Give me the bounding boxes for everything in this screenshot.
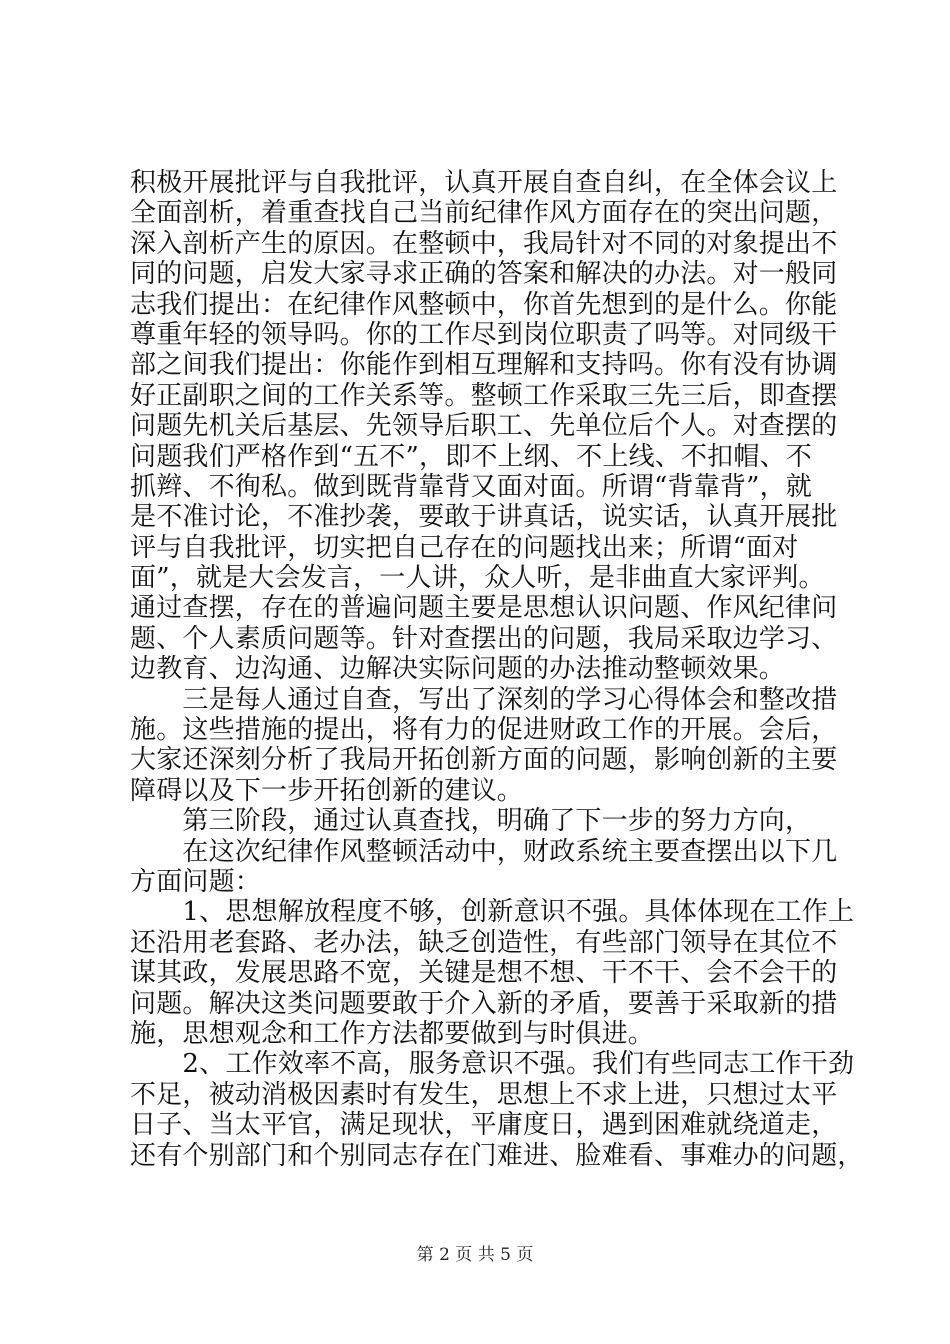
text-line: 评与自我批评，切实把自己存在的问题找出来；所谓“面对	[130, 532, 799, 563]
text-line: 是不准讨论，不准抄袭，要敢于讲真话，说实话，认真开展批	[130, 502, 838, 533]
text-line: 方面问题：	[130, 866, 262, 897]
text-line: 大家还深刻分析了我局开拓创新方面的问题，影响创新的主要	[130, 745, 838, 776]
text-line: 三是每人通过自查，写出了深刻的学习心得体会和整改措	[130, 684, 838, 715]
text-line: 尊重年轻的领导吗。你的工作尽到岗位职责了吗等。对同级干	[130, 319, 838, 350]
text-line: 施。这些措施的提出，将有力的促进财政工作的开展。会后，	[130, 715, 838, 746]
text-line: 施，思想观念和工作方法都要做到与时俱进。	[130, 1018, 655, 1049]
text-line: 深入剖析产生的原因。在整顿中，我局针对不同的对象提出不	[130, 228, 838, 259]
document-body	[130, 168, 864, 1171]
text-line: 部之间我们提出：你能作到相互理解和支持吗。你有没有协调	[130, 350, 838, 381]
text-line: 抓辫、不徇私。做到既背靠背又面对面。所谓“背靠背”，就	[130, 471, 812, 502]
text-line: 1、思想解放程度不够，创新意识不强。具体体现在工作上	[130, 897, 855, 928]
text-line: 问题我们严格作到“五不”，即不上纲、不上线、不扣帽、不	[130, 441, 812, 472]
text-line: 同的问题，启发大家寻求正确的答案和解决的办法。对一般同	[130, 259, 838, 290]
text-line: 通过查摆，存在的普遍问题主要是思想认识问题、作风纪律问	[130, 593, 838, 624]
text-line: 问题先机关后基层、先领导后职工、先单位后个人。对查摆的	[130, 411, 838, 442]
text-line: 谋其政，发展思路不宽，关键是想不想、干不干、会不会干的	[130, 958, 838, 989]
text-line: 题、个人素质问题等。针对查摆出的问题，我局采取边学习、	[130, 623, 838, 654]
page-footer: 第 2 页 共 5 页	[416, 1245, 534, 1265]
text-line: 问题。解决这类问题要敢于介入新的矛盾，要善于采取新的措	[130, 988, 838, 1019]
text-line: 2、工作效率不高，服务意识不强。我们有些同志工作干劲	[130, 1049, 855, 1080]
text-line: 好正副职之间的工作关系等。整顿工作采取三先三后，即查摆	[130, 380, 838, 411]
text-line: 边教育、边沟通、边解决实际问题的办法推动整顿效果。	[130, 654, 786, 685]
text-line: 志我们提出：在纪律作风整顿中，你首先想到的是什么。你能	[130, 289, 838, 320]
text-line: 第三阶段，通过认真查找，明确了下一步的努力方向，	[130, 806, 812, 837]
text-line: 还有个别部门和个别同志存在门难进、脸难看、事难办的问题，	[130, 1140, 864, 1171]
text-line: 障碍以及下一步开拓创新的建议。	[130, 775, 524, 806]
text-line: 全面剖析，着重查找自己当前纪律作风方面存在的突出问题，	[130, 198, 838, 229]
text-line: 不足，被动消极因素时有发生，思想上不求上进，只想过太平	[130, 1079, 838, 1110]
text-line: 面”，就是大会发言，一人讲，众人听，是非曲直大家评判。	[130, 563, 825, 594]
text-line: 在这次纪律作风整顿活动中，财政系统主要查摆出以下几	[130, 836, 838, 867]
text-line: 积极开展批评与自我批评，认真开展自查自纠，在全体会议上	[130, 168, 838, 198]
text-line: 还沿用老套路、老办法，缺乏创造性，有些部门领导在其位不	[130, 927, 838, 958]
text-line: 日子、当太平官，满足现状，平庸度日，遇到困难就绕道走，	[130, 1110, 838, 1141]
